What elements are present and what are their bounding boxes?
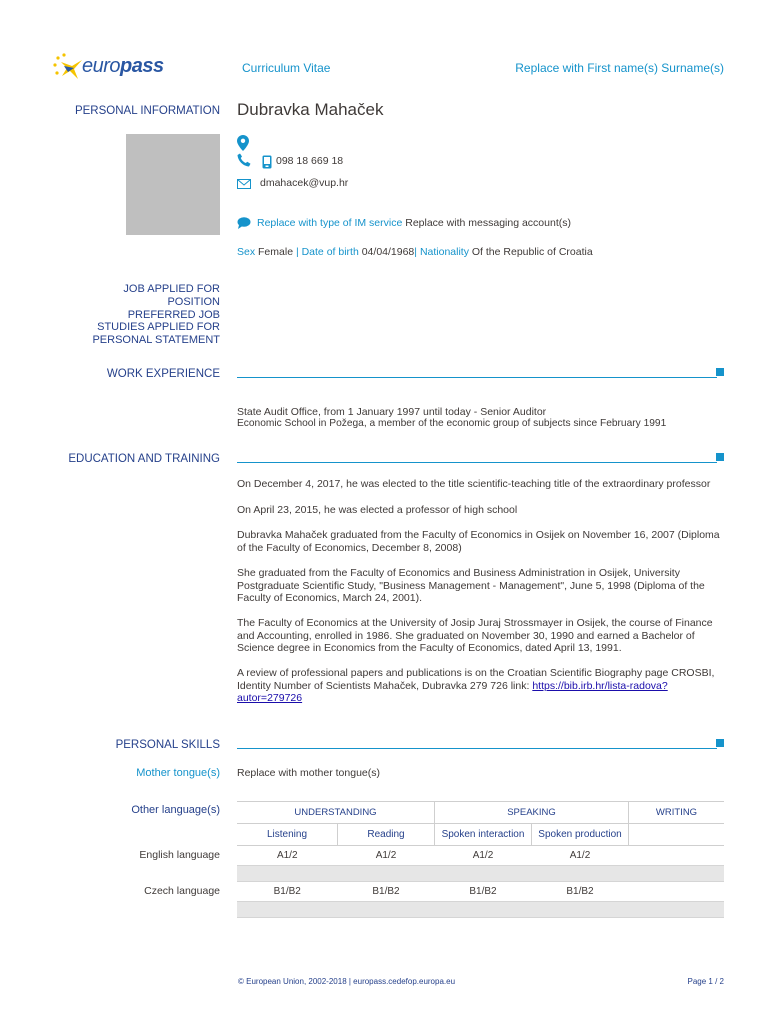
crosbi-link[interactable]: https://bib.irb.hr/lista-radova?autor=279726 (237, 679, 668, 704)
subheader-writing-empty (629, 824, 725, 846)
label-preferred-job: PREFERRED JOB (127, 308, 220, 321)
czech-interaction: B1/B2 (469, 886, 497, 897)
english-reading: A1/2 (375, 850, 397, 861)
other-languages-label: Other language(s) (131, 804, 220, 816)
table-row (237, 846, 724, 866)
section-divider (237, 748, 717, 749)
email-icon (237, 179, 251, 189)
language-name-english: English language (139, 849, 220, 861)
full-name: Dubravka Mahaček (237, 100, 384, 119)
photo-placeholder (126, 134, 220, 235)
english-interaction: A1/2 (472, 850, 494, 861)
education-paragraph-3: Dubravka Mahaček graduated from the Faculty of Economics in Osijek on November 16, 2007 (Diploma of the Faculty of Economics, December 8, 2008) (237, 529, 720, 554)
czech-production: B1/B2 (566, 886, 594, 897)
work-item-1: State Audit Office, from 1 January 1997 until today - Senior Auditor (237, 406, 547, 418)
label-job-applied-for: JOB APPLIED FOR (123, 283, 220, 295)
im-type-placeholder: Replace with type of IM service (257, 217, 403, 229)
section-divider-square (716, 453, 724, 461)
crosbi-text: A review of professional papers and publications is on the Croatian Scientific Biography page CROSBI, Identity Number of Scientists Mahaček, Dubravka 279 726 link: (237, 667, 715, 692)
chat-bubble-icon (237, 217, 251, 229)
europass-logo (52, 52, 162, 82)
section-divider-square (716, 368, 724, 376)
label-position: POSITION (167, 295, 220, 308)
czech-listening: B1/B2 (273, 886, 301, 897)
education-paragraph-5: The Faculty of Economics at the University of Josip Juraj Strossmayer in Osijek, the course of Finance and Accounting, enrolled in 1986. She graduated on November 30, 1990 and earned a Bachelor of Science degree in Economics from the Faculty of Economics, dated April 13, 1991. (237, 617, 713, 654)
name-placeholder: Replace with First name(s) Surname(s) (515, 61, 724, 75)
education-paragraph-6 (237, 667, 727, 705)
label-studies-applied-for: STUDIES APPLIED FOR (97, 321, 220, 334)
section-divider (237, 377, 717, 378)
subheader-reading: Reading (338, 824, 435, 846)
location-pin-icon (237, 135, 249, 151)
header-understanding: UNDERSTANDING (237, 802, 435, 824)
english-listening: A1/2 (276, 850, 298, 861)
email-address[interactable]: dmahacek@vup.hr (260, 177, 349, 189)
separator: | (414, 246, 420, 258)
im-account-placeholder: Replace with messaging account(s) (405, 217, 571, 229)
label-personal-statement: PERSONAL STATEMENT (92, 334, 220, 347)
phone-number: 098 18 669 18 (276, 155, 344, 167)
section-label-education-training: EDUCATION AND TRAINING (68, 453, 220, 465)
phone-icon (237, 153, 251, 167)
cv-title: Curriculum Vitae (242, 61, 331, 75)
education-paragraph-2: On April 23, 2015, he was elected a professor of high school (237, 504, 518, 516)
personal-details-line (237, 246, 593, 259)
language-name-czech: Czech language (144, 885, 220, 897)
footer-page-number: Page 1 / 2 (687, 977, 724, 986)
section-divider-square (716, 739, 724, 747)
dob-label: Date of birth (301, 246, 359, 258)
sex-value: Female (258, 246, 294, 258)
subheader-spoken-production: Spoken production (532, 824, 629, 846)
section-label-work-experience: WORK EXPERIENCE (106, 368, 220, 380)
job-labels (10, 283, 220, 347)
table-row (237, 882, 724, 902)
education-paragraph-4: She graduated from the Faculty of Economics and Business Administration in Osijek, University Postgraduate Scientific Study, "Business Management - Management", June 5, 1998 (Diploma of the Faculty of Economics, March 24, 2001). (237, 567, 705, 604)
header-writing: WRITING (629, 802, 725, 824)
footer-copyright: © European Union, 2002-2018 | europass.cedefop.europa.eu (238, 977, 456, 986)
logo-text-pass: pass (120, 55, 164, 77)
section-label-personal-skills: PERSONAL SKILLS (115, 739, 220, 751)
header-speaking: SPEAKING (435, 802, 629, 824)
language-table (237, 801, 724, 918)
nationality-value: Of the Republic of Croatia (471, 246, 593, 258)
separator: | (293, 246, 302, 258)
english-production: A1/2 (569, 850, 591, 861)
im-line (257, 217, 571, 230)
czech-reading: B1/B2 (372, 886, 400, 897)
subheader-spoken-interaction: Spoken interaction (435, 824, 532, 846)
subheader-listening: Listening (237, 824, 338, 846)
europass-stars-icon (52, 52, 86, 82)
certificate-band (237, 902, 724, 918)
dob-value: 04/04/1968 (361, 246, 415, 258)
nationality-label: Nationality (419, 246, 469, 258)
mobile-phone-icon (262, 155, 272, 169)
work-item-2: Economic School in Požega, a member of the economic group of subjects since February 1991 (237, 418, 667, 429)
certificate-band (237, 866, 724, 882)
mother-tongue-value: Replace with mother tongue(s) (237, 767, 380, 779)
section-divider (237, 462, 717, 463)
sex-label: Sex (237, 246, 256, 258)
logo-text-euro: euro (82, 55, 121, 77)
section-label-personal-information: PERSONAL INFORMATION (74, 105, 220, 117)
education-paragraph-1: On December 4, 2017, he was elected to the title scientific-teaching title of the extraordinary professor (237, 478, 711, 490)
mother-tongue-label: Mother tongue(s) (136, 767, 220, 779)
